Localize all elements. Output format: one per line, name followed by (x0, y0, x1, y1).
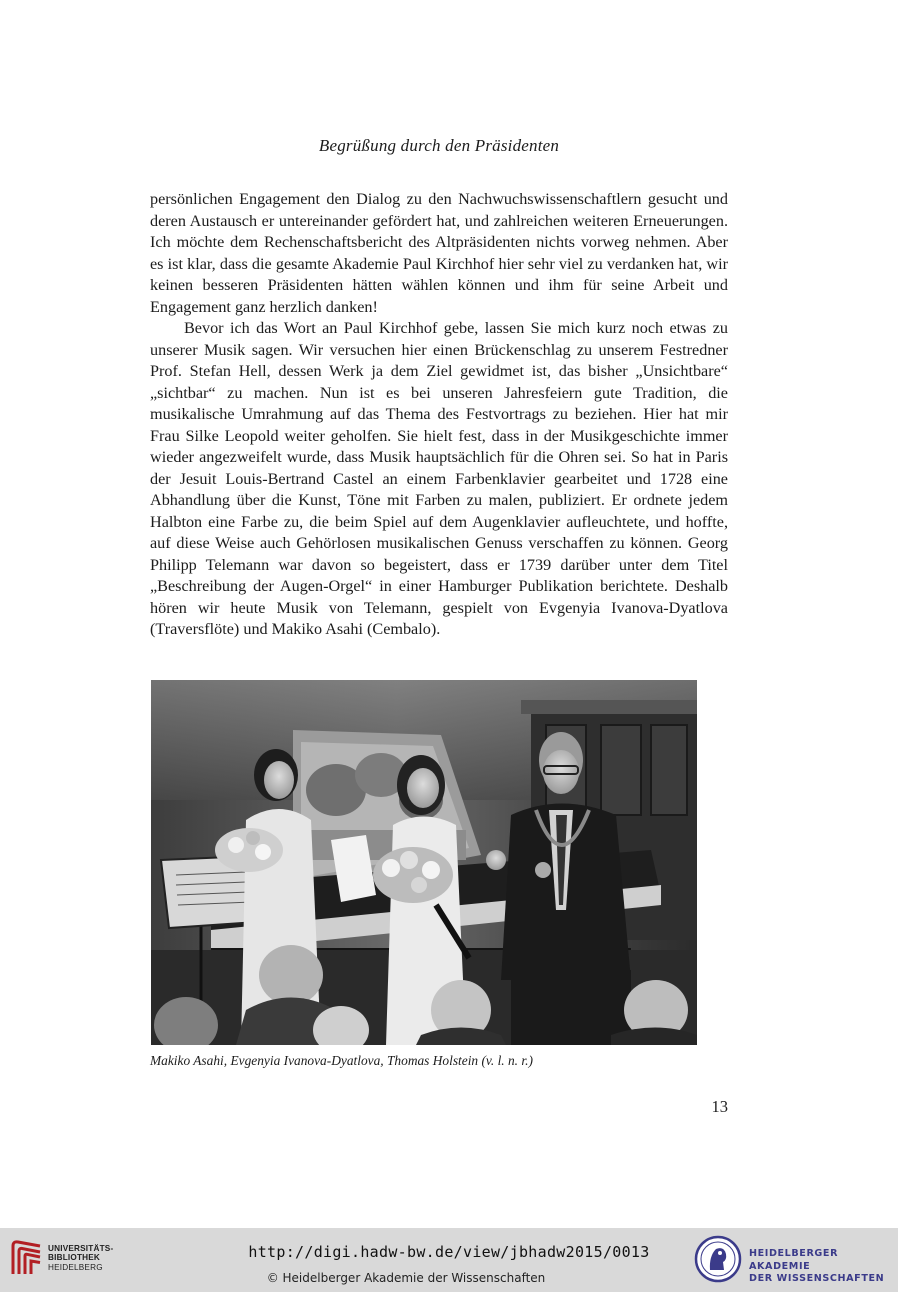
paragraph-2: Bevor ich das Wort an Paul Kirchhof gebe, lassen Sie mich kurz noch etwas zu unserer Musik sagen. Wir versuchen hier einen Brückenschlag zu unserem Festredner Prof. Stefan Hell, dessen Werk ja dem Ziel gewidmet ist, das bisher „Unsichtbare“ „sichtbar“ zu machen. Nun ist es bei unseren Jahresfeiern gute Tradition, die musikalische Umrahmung auf das Thema des Festvortrags zu beziehen. Hier hat mir Frau Silke Leopold weiter geholfen. Sie hielt fest, dass in der Musikgeschichte immer wieder angezweifelt wurde, dass Musik hauptsächlich für die Ohren sei. So hat in Paris der Jesuit Louis-Bertrand Castel an einem Farbenklavier gearbeitet und 1728 eine Abhandlung über die Kunst, Töne mit Farben zu malen, publiziert. Er ordnete jedem Halbton eine Farbe zu, die beim Spiel auf dem Augenklavier aufleuchtete, und hoffte, auf diese Weise auch Gehörlosen musikalischen Genuss verschaffen zu können. Georg Philipp Telemann war davon so begeistert, dass er 1739 darüber unter dem Titel „Beschreibung der Augen-Orgel“ in einer Hamburger Publikation berichtete. Deshalb hören wir heute Musik von Telemann, gespielt von Evgenyia Ivanova-Dyatlova (Traversflöte) und Makiko Asahi (Cembalo). (150, 319, 728, 638)
permalink-url[interactable]: http://digi.hadw-bw.de/view/jbhadw2015/0013 (248, 1243, 650, 1261)
footer-bar (0, 1228, 898, 1292)
ub-logo-line: UNIVERSITÄTS- (48, 1244, 114, 1253)
paragraph-1: persönlichen Engagement den Dialog zu den Nachwuchswissenschaftlern gesucht und deren Austausch er untereinander gefördert hat, und zahlreichen weiteren Erneuerungen. Ich möchte dem Rechenschaftsbericht des Altpräsidenten nichts vorweg nehmen. Aber es ist klar, dass die gesamte Akademie Paul Kirchhof hier sehr viel zu verdanken hat, wir keinen besseren Präsidenten hätten wählen können und ihm für seine Arbeit und Engagement ganz herzlich danken! (150, 190, 728, 316)
page-number: 13 (711, 1097, 728, 1116)
copyright-notice: © Heidelberger Akademie der Wissenschaften (266, 1271, 546, 1285)
hadw-seal-icon (694, 1234, 742, 1284)
concert-photo (151, 680, 697, 1045)
hadw-logo-text (749, 1248, 894, 1286)
running-head: Begrüßung durch den Präsidenten (318, 136, 560, 155)
hadw-logo-line: HEIDELBERGER AKADEMIE (749, 1248, 839, 1272)
hadw-logo-line: DER WISSENSCHAFTEN (749, 1273, 885, 1284)
ub-logo-line: HEIDELBERG (48, 1262, 103, 1272)
ub-logo-line: BIBLIOTHEK (48, 1253, 101, 1263)
photo-caption: Makiko Asahi, Evgenyia Ivanova-Dyatlova, Thomas Holstein (v. l. n. r.) (150, 1053, 533, 1068)
body-text (150, 189, 728, 641)
hadw-logo[interactable] (694, 1234, 894, 1286)
